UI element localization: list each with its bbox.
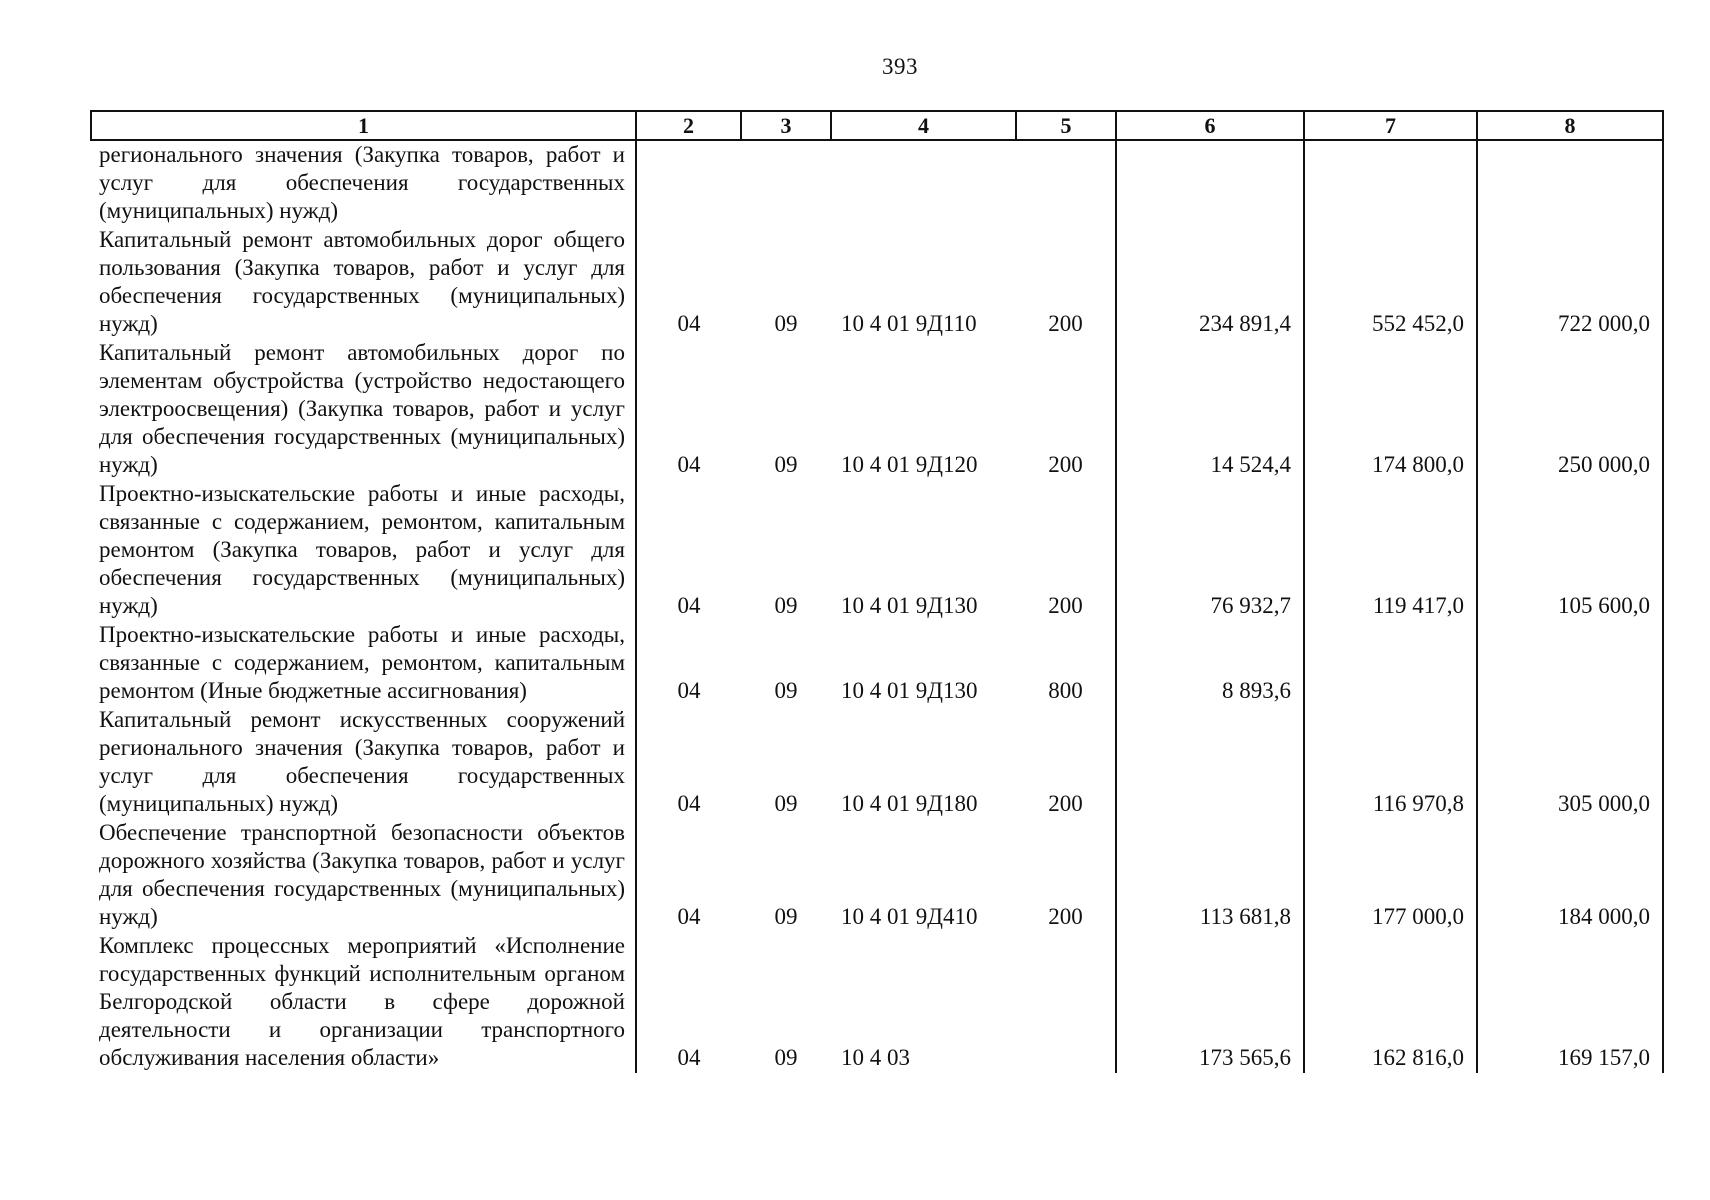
table-row — [91, 226, 1663, 339]
row-subsection: 09 — [774, 678, 798, 703]
row-value-col8 — [1477, 140, 1663, 226]
table-row — [91, 140, 1663, 226]
row-subsection: 09 — [774, 791, 798, 816]
row-section: 04 — [677, 452, 701, 477]
row-target-article: 10 4 01 9Д410 — [841, 904, 978, 929]
row-value-col6: 173 565,6 — [1116, 932, 1304, 1073]
table-row — [91, 339, 1663, 480]
row-value-col7: 119 417,0 — [1304, 480, 1477, 621]
table-header — [91, 111, 1663, 140]
table-row — [91, 480, 1663, 621]
row-value-col8: 169 157,0 — [1477, 932, 1663, 1073]
row-target-article: 10 4 01 9Д120 — [841, 452, 978, 477]
row-value-col6 — [1116, 140, 1304, 226]
row-name: Капитальный ремонт искусственных сооружений регионального значения (Закупка товаров, работ и услуг для обеспечения государственных (муниципальных) нужд) — [91, 706, 636, 819]
row-name: Проектно-изыскательские работы и иные расходы, связанные с содержанием, ремонтом, капитальным ремонтом (Иные бюджетные ассигнования) — [91, 621, 636, 706]
header-col-8: 8 — [1477, 111, 1663, 140]
row-target-article: 10 4 01 9Д130 — [841, 593, 978, 618]
budget-table — [90, 110, 1664, 1073]
page-number: 393 — [882, 54, 918, 79]
table-row — [91, 819, 1663, 932]
row-name: Комплекс процессных мероприятий «Исполнение государственных функций исполнительным органом Белгородской области в сфере дорожной деятельности и организации транспортного обслуживания населения области» — [91, 932, 636, 1073]
header-col-2: 2 — [636, 111, 741, 140]
row-subsection — [741, 140, 831, 226]
row-section: 04 — [677, 593, 701, 618]
row-value-col7: 174 800,0 — [1304, 339, 1477, 480]
table-row — [91, 932, 1663, 1073]
row-value-col6: 8 893,6 — [1116, 621, 1304, 706]
row-name: регионального значения (Закупка товаров, работ и услуг для обеспечения государственных (муниципальных) нужд) — [91, 140, 636, 226]
row-value-col8: 105 600,0 — [1477, 480, 1663, 621]
header-row — [91, 111, 1663, 140]
row-target-article: 10 4 01 9Д110 — [841, 311, 977, 336]
row-target-article: 10 4 03 — [841, 1045, 910, 1070]
row-subsection: 09 — [774, 311, 798, 336]
header-col-6: 6 — [1116, 111, 1304, 140]
row-expense-type: 200 — [1016, 226, 1116, 339]
row-value-col7: 177 000,0 — [1304, 819, 1477, 932]
row-section — [636, 140, 741, 226]
row-section: 04 — [677, 678, 701, 703]
row-value-col6: 76 932,7 — [1116, 480, 1304, 621]
row-value-col7: 552 452,0 — [1304, 226, 1477, 339]
header-col-7: 7 — [1304, 111, 1477, 140]
row-expense-type: 200 — [1016, 706, 1116, 819]
row-value-col8 — [1477, 621, 1663, 706]
row-name: Проектно-изыскательские работы и иные расходы, связанные с содержанием, ремонтом, капитальным ремонтом (Закупка товаров, работ и услуг для обеспечения государственных (муниципальных) нужд) — [91, 480, 636, 621]
row-value-col6: 113 681,8 — [1116, 819, 1304, 932]
row-name: Обеспечение транспортной безопасности объектов дорожного хозяйства (Закупка товаров, работ и услуг для обеспечения государственных (муниципальных) нужд) — [91, 819, 636, 932]
row-section: 04 — [677, 791, 701, 816]
row-value-col6: 234 891,4 — [1116, 226, 1304, 339]
row-value-col7: 162 816,0 — [1304, 932, 1477, 1073]
row-target-article — [831, 140, 1016, 226]
row-expense-type: 200 — [1016, 480, 1116, 621]
header-col-1: 1 — [91, 111, 636, 140]
row-value-col7 — [1304, 621, 1477, 706]
row-expense-type: 200 — [1016, 819, 1116, 932]
row-value-col8: 722 000,0 — [1477, 226, 1663, 339]
row-subsection: 09 — [774, 1045, 798, 1070]
row-section: 04 — [677, 904, 701, 929]
row-subsection: 09 — [774, 904, 798, 929]
row-target-article: 10 4 01 9Д130 — [841, 678, 978, 703]
row-expense-type: 200 — [1016, 339, 1116, 480]
header-col-4: 4 — [831, 111, 1016, 140]
row-target-article: 10 4 01 9Д180 — [841, 791, 978, 816]
row-value-col8: 250 000,0 — [1477, 339, 1663, 480]
row-value-col6 — [1116, 706, 1304, 819]
row-subsection: 09 — [774, 593, 798, 618]
row-value-col8: 305 000,0 — [1477, 706, 1663, 819]
row-value-col7: 116 970,8 — [1304, 706, 1477, 819]
row-value-col7 — [1304, 140, 1477, 226]
row-expense-type — [1016, 140, 1116, 226]
row-expense-type — [1016, 932, 1116, 1073]
table-body — [91, 140, 1663, 1073]
header-col-3: 3 — [741, 111, 831, 140]
table-row — [91, 706, 1663, 819]
row-subsection: 09 — [774, 452, 798, 477]
row-name: Капитальный ремонт автомобильных дорог по элементам обустройства (устройство недостающего электроосвещения) (Закупка товаров, работ и услуг для обеспечения государственных (муниципальных) нужд) — [91, 339, 636, 480]
row-value-col6: 14 524,4 — [1116, 339, 1304, 480]
table-row — [91, 621, 1663, 706]
row-section: 04 — [677, 1045, 701, 1070]
row-expense-type: 800 — [1016, 621, 1116, 706]
row-name: Капитальный ремонт автомобильных дорог общего пользования (Закупка товаров, работ и услуг для обеспечения государственных (муниципальных) нужд) — [91, 226, 636, 339]
row-section: 04 — [677, 311, 701, 336]
header-col-5: 5 — [1016, 111, 1116, 140]
row-value-col8: 184 000,0 — [1477, 819, 1663, 932]
